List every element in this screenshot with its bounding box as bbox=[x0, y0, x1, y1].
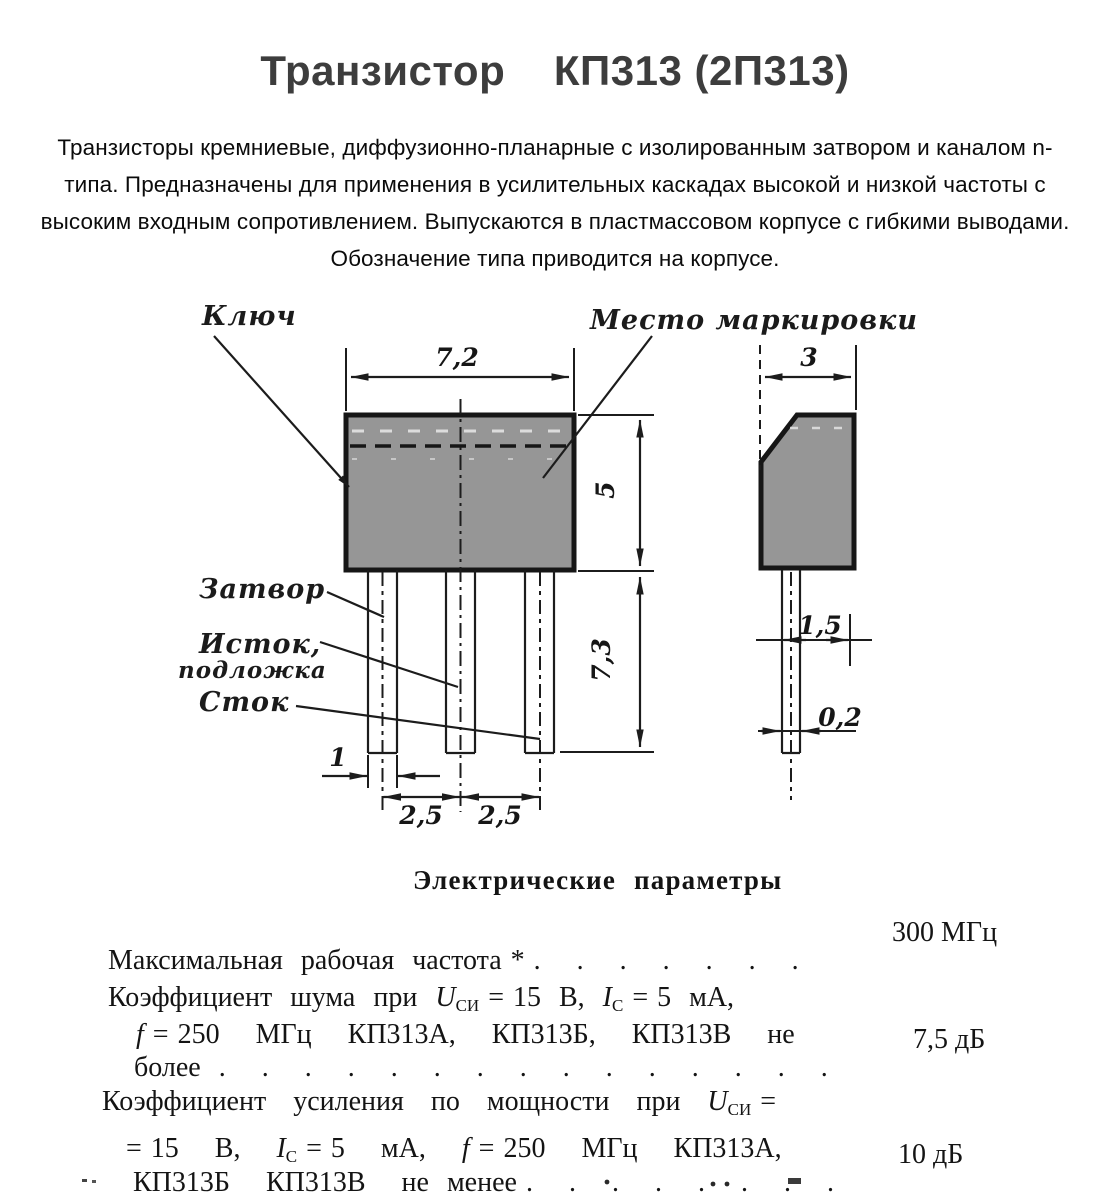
callout-key bbox=[201, 301, 349, 487]
marking-place-label: Место маркировки bbox=[590, 305, 918, 336]
parameters-heading: Электрические параметры bbox=[413, 865, 783, 895]
callout-gate bbox=[199, 574, 384, 617]
dim-lead-thickness bbox=[758, 703, 862, 732]
param-1-leader: . . . . . . . bbox=[524, 945, 799, 976]
dim-side-lead-offset bbox=[756, 611, 872, 666]
description-line-4: Обозначение типа приводится на корпусе. bbox=[330, 246, 780, 271]
sub-c: С bbox=[285, 1147, 298, 1166]
var-u: U bbox=[435, 982, 456, 1013]
param-1-text: Максимальная рабочая частота * bbox=[108, 945, 525, 976]
dim-label-1-5: 1,5 bbox=[798, 611, 842, 640]
dim-label-5: 5 bbox=[591, 481, 620, 499]
var-f: f bbox=[136, 1019, 144, 1050]
param-value-2: 7,5 дБ bbox=[913, 1024, 986, 1055]
param-line-7: КП313Б КП313В не менее . . . . . . . . bbox=[133, 1167, 834, 1198]
param-line-3: f = 250 МГц КП313А, КП313Б, КП313В не bbox=[136, 1019, 795, 1050]
param-line-5: Коэффициент усиления по мощности при UСИ = bbox=[102, 1086, 777, 1119]
description-line-2: типа. Предназначены для применения в усилительных каскадах высокой и низкой частоты с bbox=[64, 172, 1046, 197]
param-value-3: 10 дБ bbox=[898, 1139, 964, 1170]
callout-source-substrate bbox=[178, 629, 458, 687]
front-view bbox=[346, 399, 574, 812]
drain-label: Сток bbox=[199, 687, 290, 718]
sub-si: СИ bbox=[455, 996, 480, 1015]
front-lead-gate bbox=[368, 570, 397, 812]
param-line-6: = 15 В, IС = 5 мА, f = 250 МГц КП313А, bbox=[126, 1133, 782, 1166]
dim-label-7-2: 7,2 bbox=[435, 343, 479, 372]
dim-label-7-3: 7,3 bbox=[587, 638, 616, 682]
param-line-2: Коэффициент шума при UСИ = 15 В, IС = 5 мА, bbox=[108, 982, 735, 1015]
dim-label-3: 3 bbox=[800, 343, 818, 372]
page-title: Транзистор КП313 (2П313) bbox=[260, 47, 850, 94]
var-i: I bbox=[276, 1133, 286, 1164]
dim-lead-length bbox=[560, 577, 654, 752]
param-line-4: более . . . . . . . . . . . . . . . bbox=[134, 1052, 828, 1083]
callout-marking-place bbox=[543, 305, 918, 478]
description-line-3: высоким входным сопротивлением. Выпускаются в пластмассовом корпусе с гибкими выводами. bbox=[40, 209, 1070, 234]
gate-label: Затвор bbox=[199, 574, 326, 605]
dim-label-1: 1 bbox=[329, 743, 347, 772]
description-line-1: Транзисторы кремниевые, диффузионно-планарные с изолированным затвором и каналом n- bbox=[57, 135, 1053, 160]
dim-label-2-5-right: 2,5 bbox=[478, 801, 522, 830]
key-label: Ключ bbox=[202, 301, 297, 332]
dim-body-height bbox=[578, 415, 654, 571]
front-lead-drain bbox=[525, 570, 554, 812]
dim-label-2-5-left: 2,5 bbox=[399, 801, 443, 830]
source-label: Исток, bbox=[199, 629, 322, 660]
substrate-label: подложка bbox=[178, 657, 327, 684]
var-f: f bbox=[461, 1133, 470, 1164]
side-view bbox=[761, 415, 854, 800]
callout-drain bbox=[199, 687, 540, 739]
var-u: U bbox=[707, 1086, 728, 1117]
dim-lead-width bbox=[322, 743, 440, 788]
param-value-1: 300 МГц bbox=[892, 917, 998, 948]
sub-c: С bbox=[611, 996, 624, 1015]
dim-label-0-2: 0,2 bbox=[818, 703, 862, 732]
sub-si: СИ bbox=[727, 1100, 752, 1119]
var-i: I bbox=[602, 982, 612, 1013]
